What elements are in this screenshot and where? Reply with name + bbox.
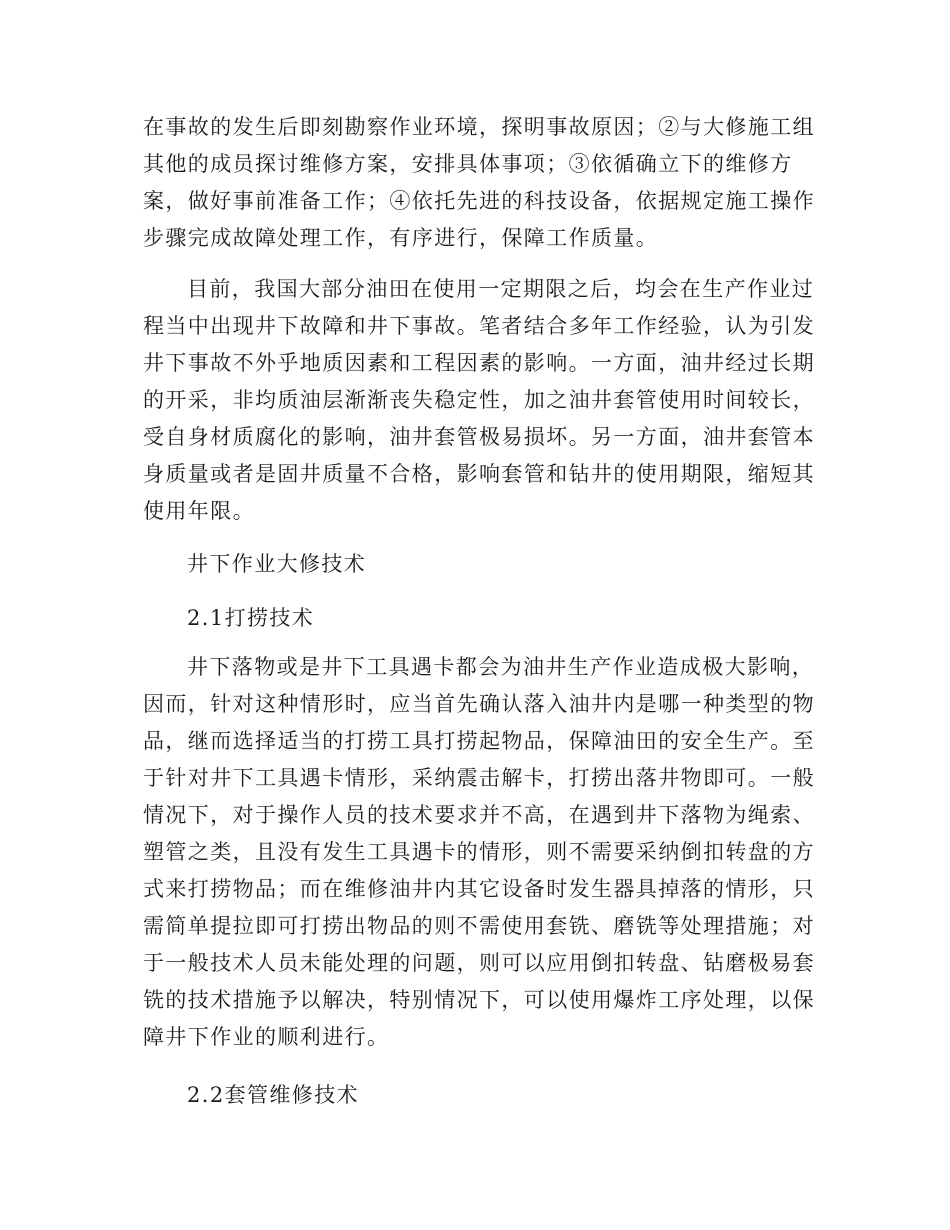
paragraph-line: 井下落物或是井下工具遇卡都会为油井生产作业造成极大影响， (187, 655, 815, 679)
paragraph-1 (143, 109, 815, 257)
paragraph-line: 因而，针对这种情形时，应当首先确认落入油井内是哪一种类型的物 (143, 692, 815, 716)
paragraph-line: 步骤完成故障处理工作，有序进行，保障工作质量。 (143, 226, 659, 250)
paragraph-line: 程当中出现井下故障和井下事故。笔者结合多年工作经验，认为引发 (143, 314, 815, 338)
paragraph-line: 其他的成员探讨维修方案，安排具体事项；③依循确立下的维修方 (143, 152, 793, 176)
paragraph-line: 于针对井下工具遇卡情形，采纳震击解卡，打捞出落井物即可。一般 (143, 766, 815, 790)
paragraph-3 (143, 649, 815, 1056)
paragraph-line: 案，做好事前准备工作；④依托先进的科技设备，依据规定施工操作 (143, 189, 815, 213)
subsection-heading-2-1: 2.1打捞技术 (187, 606, 315, 630)
paragraph-line: 铣的技术措施予以解决，特别情况下，可以使用爆炸工序处理，以保 (143, 988, 815, 1012)
paragraph-line: 障井下作业的顺利进行。 (143, 1025, 390, 1049)
paragraph-line: 目前，我国大部分油田在使用一定期限之后，均会在生产作业过 (187, 277, 815, 301)
paragraph-line: 情况下，对于操作人员的技术要求并不高，在遇到井下落物为绳索、 (143, 803, 815, 827)
paragraph-line: 塑管之类，且没有发生工具遇卡的情形，则不需要采纳倒扣转盘的方 (143, 840, 815, 864)
paragraph-line: 式来打捞物品；而在维修油井内其它设备时发生器具掉落的情形，只 (143, 877, 815, 901)
paragraph-line: 的开采，非均质油层渐渐丧失稳定性，加之油井套管使用时间较长， (143, 388, 815, 412)
subsection-heading-2-2: 2.2套管维修技术 (187, 1083, 359, 1107)
paragraph-line: 身质量或者是固井质量不合格，影响套管和钻井的使用期限，缩短其 (143, 462, 815, 486)
paragraph-line: 品，继而选择适当的打捞工具打捞起物品，保障油田的安全生产。至 (143, 729, 815, 753)
section-heading: 井下作业大修技术 (187, 552, 367, 576)
paragraph-line: 于一般技术人员未能处理的问题，则可以应用倒扣转盘、钻磨极易套 (143, 951, 815, 975)
paragraph-line: 受自身材质腐化的影响，油井套管极易损坏。另一方面，油井套管本 (143, 425, 815, 449)
paragraph-line: 使用年限。 (143, 499, 255, 523)
paragraph-line: 在事故的发生后即刻勘察作业环境，探明事故原因；②与大修施工组 (143, 115, 815, 139)
paragraph-line: 井下事故不外乎地质因素和工程因素的影响。一方面，油井经过长期 (143, 351, 815, 375)
paragraph-2 (143, 271, 815, 530)
paragraph-line: 需简单提拉即可打捞出物品的则不需使用套铣、磨铣等处理措施；对 (143, 914, 815, 938)
